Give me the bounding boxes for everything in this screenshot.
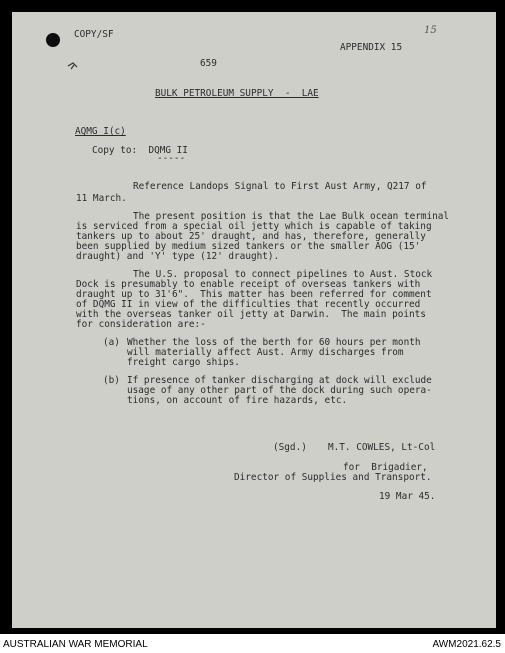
paragraph-2-line: of DQMG II in view of the difficulties that recently occurred bbox=[76, 299, 421, 310]
signature-name: M.T. COWLES, Lt-Col bbox=[328, 442, 436, 453]
signature-date: 19 Mar 45. bbox=[379, 491, 436, 502]
point-a-line: will materially affect Aust. Army discharges from bbox=[127, 347, 404, 358]
paragraph-2-line: for consideration are:- bbox=[76, 319, 206, 330]
footer-credit: AUSTRALIAN WAR MEMORIAL bbox=[3, 639, 148, 650]
point-b-label: (b) bbox=[103, 375, 120, 386]
paragraph-1-line: draught) and 'Y' type (12' draught). bbox=[76, 251, 280, 262]
point-b-line: usage of any other part of the dock during such opera- bbox=[127, 385, 432, 396]
paragraph-1-line: The present position is that the Lae Bulk ocean terminal bbox=[133, 211, 450, 222]
reference-line-1: Reference Landops Signal to First Aust Army, Q217 of bbox=[133, 181, 427, 192]
point-a-line: Whether the loss of the berth for 60 hours per month bbox=[127, 337, 421, 348]
point-b-line: If presence of tanker discharging at dock will exclude bbox=[127, 375, 432, 386]
pencil-mark-icon bbox=[66, 60, 80, 72]
paragraph-1-line: been supplied by medium sized tankers or the smaller AOG (15' bbox=[76, 241, 421, 252]
paragraph-1-line: tankers up to about 25' draught, and has, therefore, generally bbox=[76, 231, 426, 242]
signature-sgd: (Sgd.) bbox=[273, 442, 307, 453]
document-title: BULK PETROLEUM SUPPLY - LAE bbox=[155, 88, 319, 99]
copy-to-line: Copy to: DQMG II bbox=[92, 145, 188, 156]
paragraph-2-line: The U.S. proposal to connect pipelines to Aust. Stock bbox=[133, 269, 433, 280]
footer-bar bbox=[0, 634, 505, 653]
appendix-label: APPENDIX 15 bbox=[340, 42, 403, 53]
paragraph-1-line: is serviced from a special oil jetty which is capable of taking bbox=[76, 221, 432, 232]
paragraph-2-line: with the overseas tanker oil jetty at Darwin. The main points bbox=[76, 309, 426, 320]
handwritten-number: 15 bbox=[424, 25, 437, 36]
footer-accession-number: AWM2021.62.5 bbox=[432, 639, 501, 650]
signature-position: Director of Supplies and Transport. bbox=[234, 472, 432, 483]
point-a-label: (a) bbox=[103, 337, 120, 348]
reference-line-2: 11 March. bbox=[76, 193, 127, 204]
copy-to-underline: ----- bbox=[157, 153, 186, 164]
copy-label: COPY/SF bbox=[74, 29, 114, 40]
addressee: AQMG I(c) bbox=[75, 126, 126, 137]
point-b-line: tions, on account of fire hazards, etc. bbox=[127, 395, 348, 406]
paragraph-2-line: Dock is presumably to enable receipt of overseas tankers with bbox=[76, 279, 421, 290]
page-number: 659 bbox=[200, 58, 217, 69]
signature-for: for Brigadier, bbox=[343, 462, 428, 473]
paragraph-2-line: draught up to 31'6". This matter has been referred for comment bbox=[76, 289, 432, 300]
point-a-line: freight cargo ships. bbox=[127, 357, 240, 368]
punch-hole bbox=[46, 33, 60, 47]
